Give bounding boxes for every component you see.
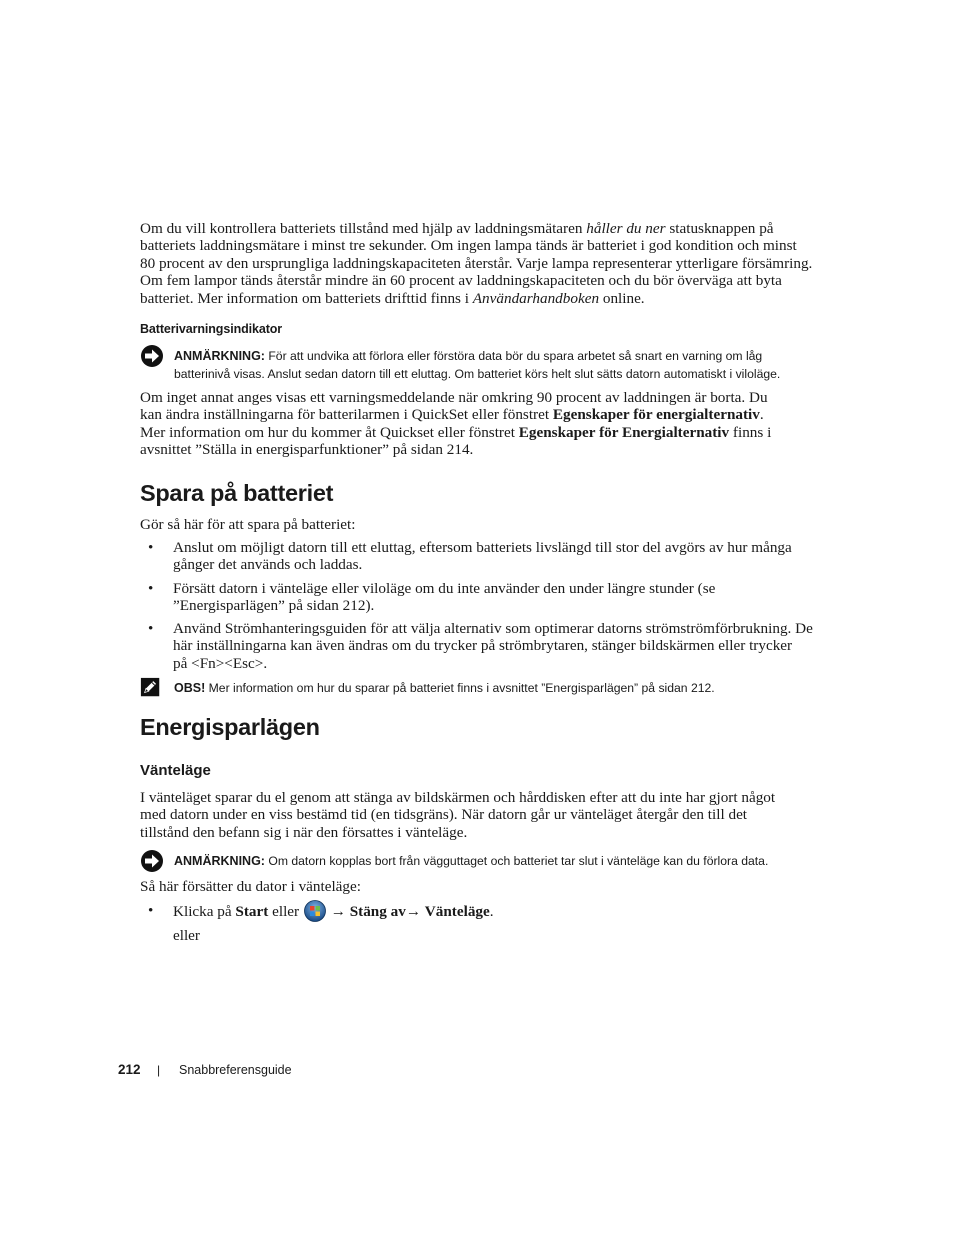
intro-text: batteriets laddningsmätare i minst tre sekunder. Om ingen lampa tänds är batteriet i god kondition och minst xyxy=(140,237,797,255)
intro-paragraph xyxy=(140,220,815,307)
bullet-text: här inställningarna kan även ändras om du trycker på strömbrytaren, stänger bildskärmen eller trycker xyxy=(173,637,793,655)
standby-reference: Vänteläge xyxy=(424,903,490,920)
step-text: . xyxy=(489,903,494,920)
bullet-item xyxy=(173,580,813,615)
note-text: Mer information om hur du sparar på batteriet finns i avsnittet ”Energisparlägen” på sidan 212. xyxy=(205,681,715,695)
intro-text: batteriet. Mer information om batteriets drifttid finns i xyxy=(140,289,473,307)
paragraph-text: . xyxy=(759,406,764,424)
bullet-text: Försätt datorn i vänteläge eller viloläge om du inte använder den under längre stunder (se xyxy=(173,580,716,597)
start-reference: Start xyxy=(235,903,269,920)
notice-label: ANMÄRKNING: xyxy=(174,349,265,363)
step-text: Klicka på xyxy=(173,903,236,920)
step-arrow: → xyxy=(326,903,350,920)
intro-text: Om du vill kontrollera batteriets tillstånd med hjälp av laddningsmätaren xyxy=(140,220,587,237)
bullet-marker: • xyxy=(148,539,154,556)
intro-text: statusknappen på xyxy=(665,220,774,237)
paragraph-text: avsnittet ”Ställa in energisparfunktioner” på sidan 214. xyxy=(140,441,474,459)
standby-step xyxy=(173,900,494,923)
step-arrow: → xyxy=(405,903,425,920)
save-battery-note xyxy=(140,677,815,701)
bullet-item xyxy=(173,539,813,574)
save-battery-intro: Gör så här för att spara på batteriet: xyxy=(140,516,356,533)
notice-label: ANMÄRKNING: xyxy=(174,854,265,868)
battery-warning-heading: Batterivarningsindikator xyxy=(140,322,283,336)
notice-arrow-icon xyxy=(140,849,164,873)
standby-notice xyxy=(140,849,815,873)
intro-text: 80 procent av den ursprungliga laddningskapaciteten återstår. Varje lampa representerar ytterligare försämring. xyxy=(140,254,813,272)
bullet-text: på <Fn><Esc>. xyxy=(173,654,268,672)
bullet-text: ”Energisparlägen” på sidan 212). xyxy=(173,597,375,615)
notice-arrow-icon xyxy=(140,344,164,368)
paragraph-text: med datorn under en viss bestämd tid (en tidsgräns). När datorn går ur vänteläget återgår den till det xyxy=(140,806,748,824)
bullet-item xyxy=(173,620,813,672)
intro-reference: Användarhandboken xyxy=(472,289,600,307)
intro-text: Om fem lampor tänds återstår mindre än 60 procent av laddningskapaciteten och du bör överväga att byta xyxy=(140,272,782,290)
bullet-marker: • xyxy=(148,620,154,637)
power-modes-heading: Energisparlägen xyxy=(140,714,320,740)
bullet-marker: • xyxy=(148,580,154,597)
paragraph-text: I vänteläget sparar du el genom att stänga av bildskärmen och hårddisken efter att du inte har gjort något xyxy=(140,789,776,806)
page-number: 212 xyxy=(118,1062,141,1077)
save-battery-heading: Spara på batteriet xyxy=(140,480,334,506)
footer-separator: | xyxy=(157,1063,161,1077)
ui-reference: Egenskaper för energialternativ xyxy=(552,406,760,424)
standby-heading: Vänteläge xyxy=(140,762,211,779)
bullet-marker: • xyxy=(148,902,154,919)
standby-or: eller xyxy=(173,927,200,944)
bullet-text: gånger det används och laddas. xyxy=(173,556,363,574)
bullet-text: Anslut om möjligt datorn till ett eluttag, eftersom batteriets livslängd till stor del avgörs av hur många xyxy=(173,539,792,556)
footer-title: Snabbreferensguide xyxy=(179,1063,292,1077)
windows-start-icon xyxy=(304,900,326,922)
paragraph-text: tillstånd den befann sig i när den försattes i vänteläge. xyxy=(140,823,468,841)
intro-emphasis: håller du ner xyxy=(586,220,666,237)
turnoff-reference: Stäng av xyxy=(349,903,406,920)
paragraph-text: Om inget annat anges visas ett varningsmeddelande när omkring 90 procent av laddningen är borta. Du xyxy=(140,389,768,406)
note-pencil-icon xyxy=(140,677,162,699)
standby-howto: Så här försätter du dator i vänteläge: xyxy=(140,878,361,895)
paragraph-text: Mer information om hur du kommer åt Quickset eller fönstret xyxy=(140,423,519,441)
paragraph-text: kan ändra inställningarna för batterilarmen i QuickSet eller fönstret xyxy=(140,406,553,424)
notice-text: batterinivå visas. Anslut sedan datorn till ett eluttag. Om batteriet körs helt slut sätts datorn automatiskt i viloläge. xyxy=(174,367,781,381)
standby-paragraph xyxy=(140,789,815,841)
bullet-text: Använd Strömhanteringsguiden för att välja alternativ som optimerar datorns strömströmförbrukning. De xyxy=(173,620,813,637)
note-label: OBS! xyxy=(174,681,206,695)
paragraph-text: finns i xyxy=(729,423,772,441)
battery-warning-notice xyxy=(140,344,815,384)
battery-warning-paragraph xyxy=(140,389,815,459)
intro-text: online. xyxy=(599,289,645,307)
notice-text: För att undvika att förlora eller förstöra data bör du spara arbetet så snart en varning om låg xyxy=(264,349,763,363)
step-text: eller xyxy=(268,903,303,920)
notice-text: Om datorn kopplas bort från vägguttaget och batteriet tar slut i vänteläge kan du förlora data. xyxy=(264,854,769,868)
ui-reference: Egenskaper för Energialternativ xyxy=(518,423,730,441)
